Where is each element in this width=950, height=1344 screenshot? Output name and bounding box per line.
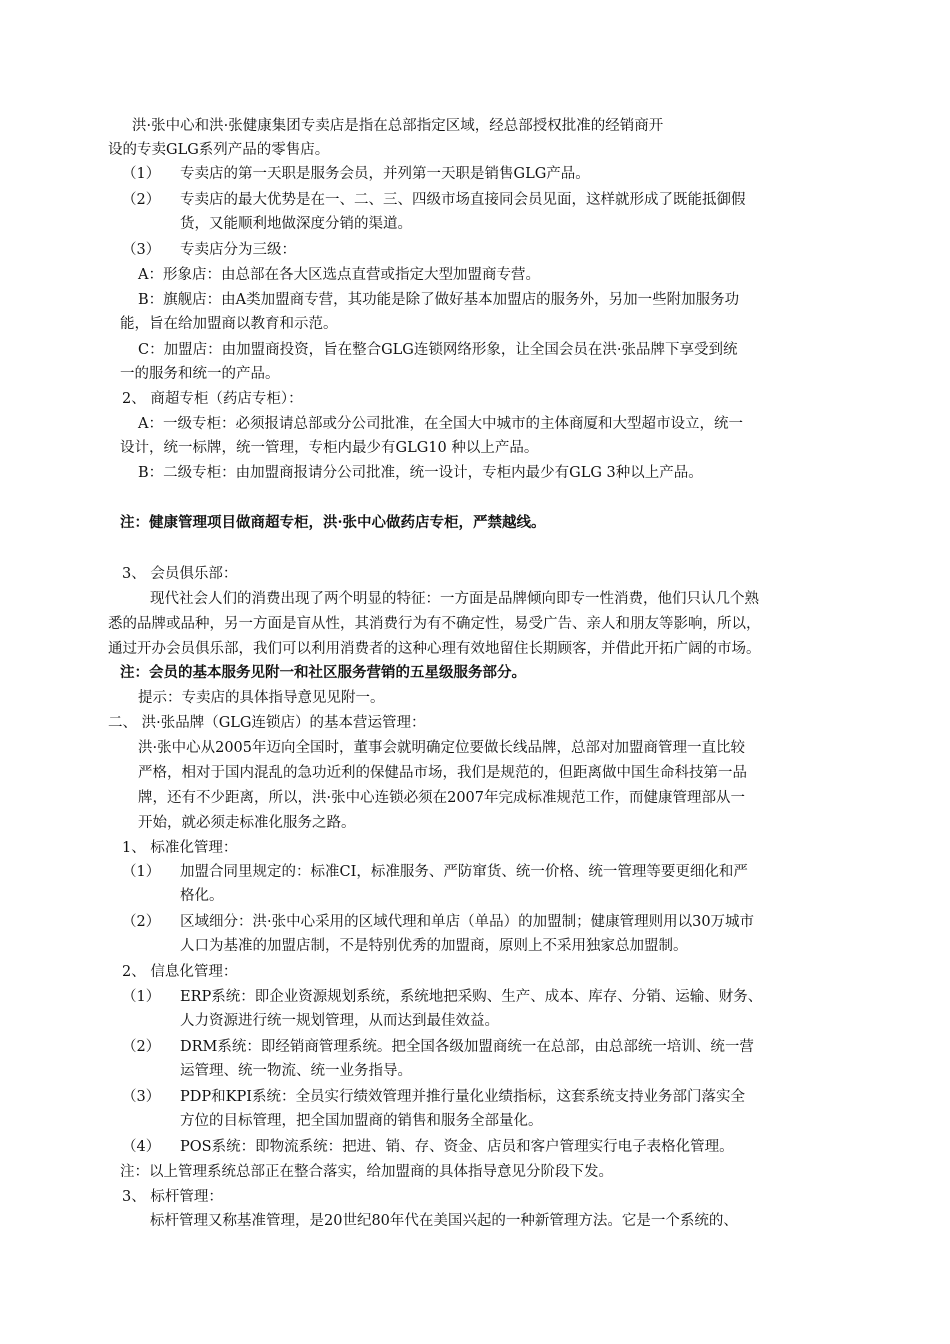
store-type-line: A：形象店：由总部在各大区选点直营或指定大型加盟商专营。 (138, 267, 540, 283)
list-number: （3） (122, 1089, 161, 1105)
tip-line: 提示：专卖店的具体指导意见见附一。 (138, 690, 385, 706)
store-type-line: 能，旨在给加盟商以教育和示范。 (120, 316, 338, 332)
list-item-text: DRM系统：即经销商管理系统。把全国各级加盟商统一在总部，由总部统一培训、统一营 (180, 1039, 754, 1055)
intro-line: 设的专卖GLG系列产品的零售店。 (108, 142, 330, 158)
list-item-text: 货，又能顺利地做深度分销的渠道。 (180, 216, 412, 232)
paragraph-line: 洪·张中心从2005年迈向全国时，董事会就明确定位要做长线品牌，总部对加盟商管理一直比较 (138, 740, 746, 756)
list-number: （3） (122, 242, 161, 258)
list-item-text: 专卖店分为三级： (180, 242, 296, 258)
note-line: 注：以上管理系统总部正在整合落实，给加盟商的具体指导意见分阶段下发。 (120, 1164, 613, 1180)
list-item-text: 加盟合同里规定的：标准CI，标准服务、严防窜货、统一价格、统一管理等要更细化和严 (180, 864, 748, 880)
list-number: （1） (122, 166, 161, 182)
section-heading: 2、 信息化管理： (122, 964, 238, 980)
list-item-text: 区域细分：洪·张中心采用的区域代理和单店（单品）的加盟制；健康管理则用以30万城市 (180, 914, 755, 930)
list-item-text: ERP系统：即企业资源规划系统，系统地把采购、生产、成本、库存、分销、运输、财务、 (180, 989, 763, 1005)
counter-line: A：一级专柜：必须报请总部或分公司批准，在全国大中城市的主体商厦和大型超市设立，统一 (138, 416, 743, 432)
section-heading: 3、 标杆管理： (122, 1189, 223, 1205)
section-heading: 2、 商超专柜（药店专柜）： (122, 391, 303, 407)
list-number: （2） (122, 1039, 161, 1055)
list-item-text: 专卖店的最大优势是在一、二、三、四级市场直接同会员见面，这样就形成了既能抵御假 (180, 192, 746, 208)
list-item-text: PDP和KPI系统：全员实行绩效管理并推行量化业绩指标，这套系统支持业务部门落实全 (180, 1089, 745, 1105)
list-item-text: 格化。 (180, 888, 224, 904)
list-number: （2） (122, 914, 161, 930)
paragraph-line: 牌，还有不少距离，所以，洪·张中心连锁必须在2007年完成标准规范工作，而健康管理部从一 (138, 790, 746, 806)
list-number: （2） (122, 192, 161, 208)
list-item-text: 人力资源进行统一规划管理，从而达到最佳效益。 (180, 1013, 499, 1029)
paragraph-line: 标杆管理又称基准管理，是20世纪80年代在美国兴起的一种新管理方法。它是一个系统的、 (150, 1213, 738, 1229)
list-item-text: POS系统：即物流系统：把进、销、存、资金、店员和客户管理实行电子表格化管理。 (180, 1139, 734, 1155)
list-item-text: 运管理、统一物流、统一业务指导。 (180, 1063, 412, 1079)
note-bold: 注：健康管理项目做商超专柜，洪·张中心做药店专柜，严禁越线。 (120, 514, 546, 531)
counter-line: 设计，统一标牌，统一管理，专柜内最少有GLG10 种以上产品。 (120, 440, 539, 456)
list-number: （1） (122, 989, 161, 1005)
counter-line: B：二级专柜：由加盟商报请分公司批准，统一设计，专柜内最少有GLG 3种以上产品。 (138, 465, 703, 481)
paragraph-line: 现代社会人们的消费出现了两个明显的特征：一方面是品牌倾向即专一性消费，他们只认几个熟 (150, 591, 759, 607)
list-item-text: 专卖店的第一天职是服务会员，并列第一天职是销售GLG产品。 (180, 166, 590, 182)
intro-line: 洪·张中心和洪·张健康集团专卖店是指在总部指定区域，经总部授权批准的经销商开 (132, 118, 664, 134)
section-heading: 1、 标准化管理： (122, 840, 238, 856)
paragraph-line: 严格，相对于国内混乱的急功近利的保健品市场，我们是规范的，但距离做中国生命科技第一品 (138, 765, 747, 781)
list-item-text: 人口为基准的加盟店制，不是特别优秀的加盟商，原则上不采用独家总加盟制。 (180, 938, 688, 954)
store-type-line: B：旗舰店：由A类加盟商专营，其功能是除了做好基本加盟店的服务外，另加一些附加服务功 (138, 292, 740, 308)
paragraph-line: 悉的品牌或品种，另一方面是盲从性，其消费行为有不确定性，易受广告、亲人和朋友等影响，所以， (108, 616, 761, 632)
list-number: （4） (122, 1139, 161, 1155)
store-type-line: 一的服务和统一的产品。 (120, 366, 280, 382)
list-number: （1） (122, 864, 161, 880)
list-item-text: 方位的目标管理，把全国加盟商的销售和服务全部量化。 (180, 1113, 543, 1129)
paragraph-line: 通过开办会员俱乐部，我们可以利用消费者的这种心理有效地留住长期顾客，并借此开拓广阔的市场。 (108, 641, 761, 657)
note-bold: 注：会员的基本服务见附一和社区服务营销的五星级服务部分。 (120, 664, 526, 681)
part-heading: 二、 洪·张品牌（GLG连锁店）的基本营运管理： (108, 715, 426, 731)
paragraph-line: 开始，就必须走标准化服务之路。 (138, 815, 356, 831)
store-type-line: C：加盟店：由加盟商投资，旨在整合GLG连锁网络形象，让全国会员在洪·张品牌下享受到统 (138, 342, 738, 358)
section-heading: 3、 会员俱乐部： (122, 566, 238, 582)
